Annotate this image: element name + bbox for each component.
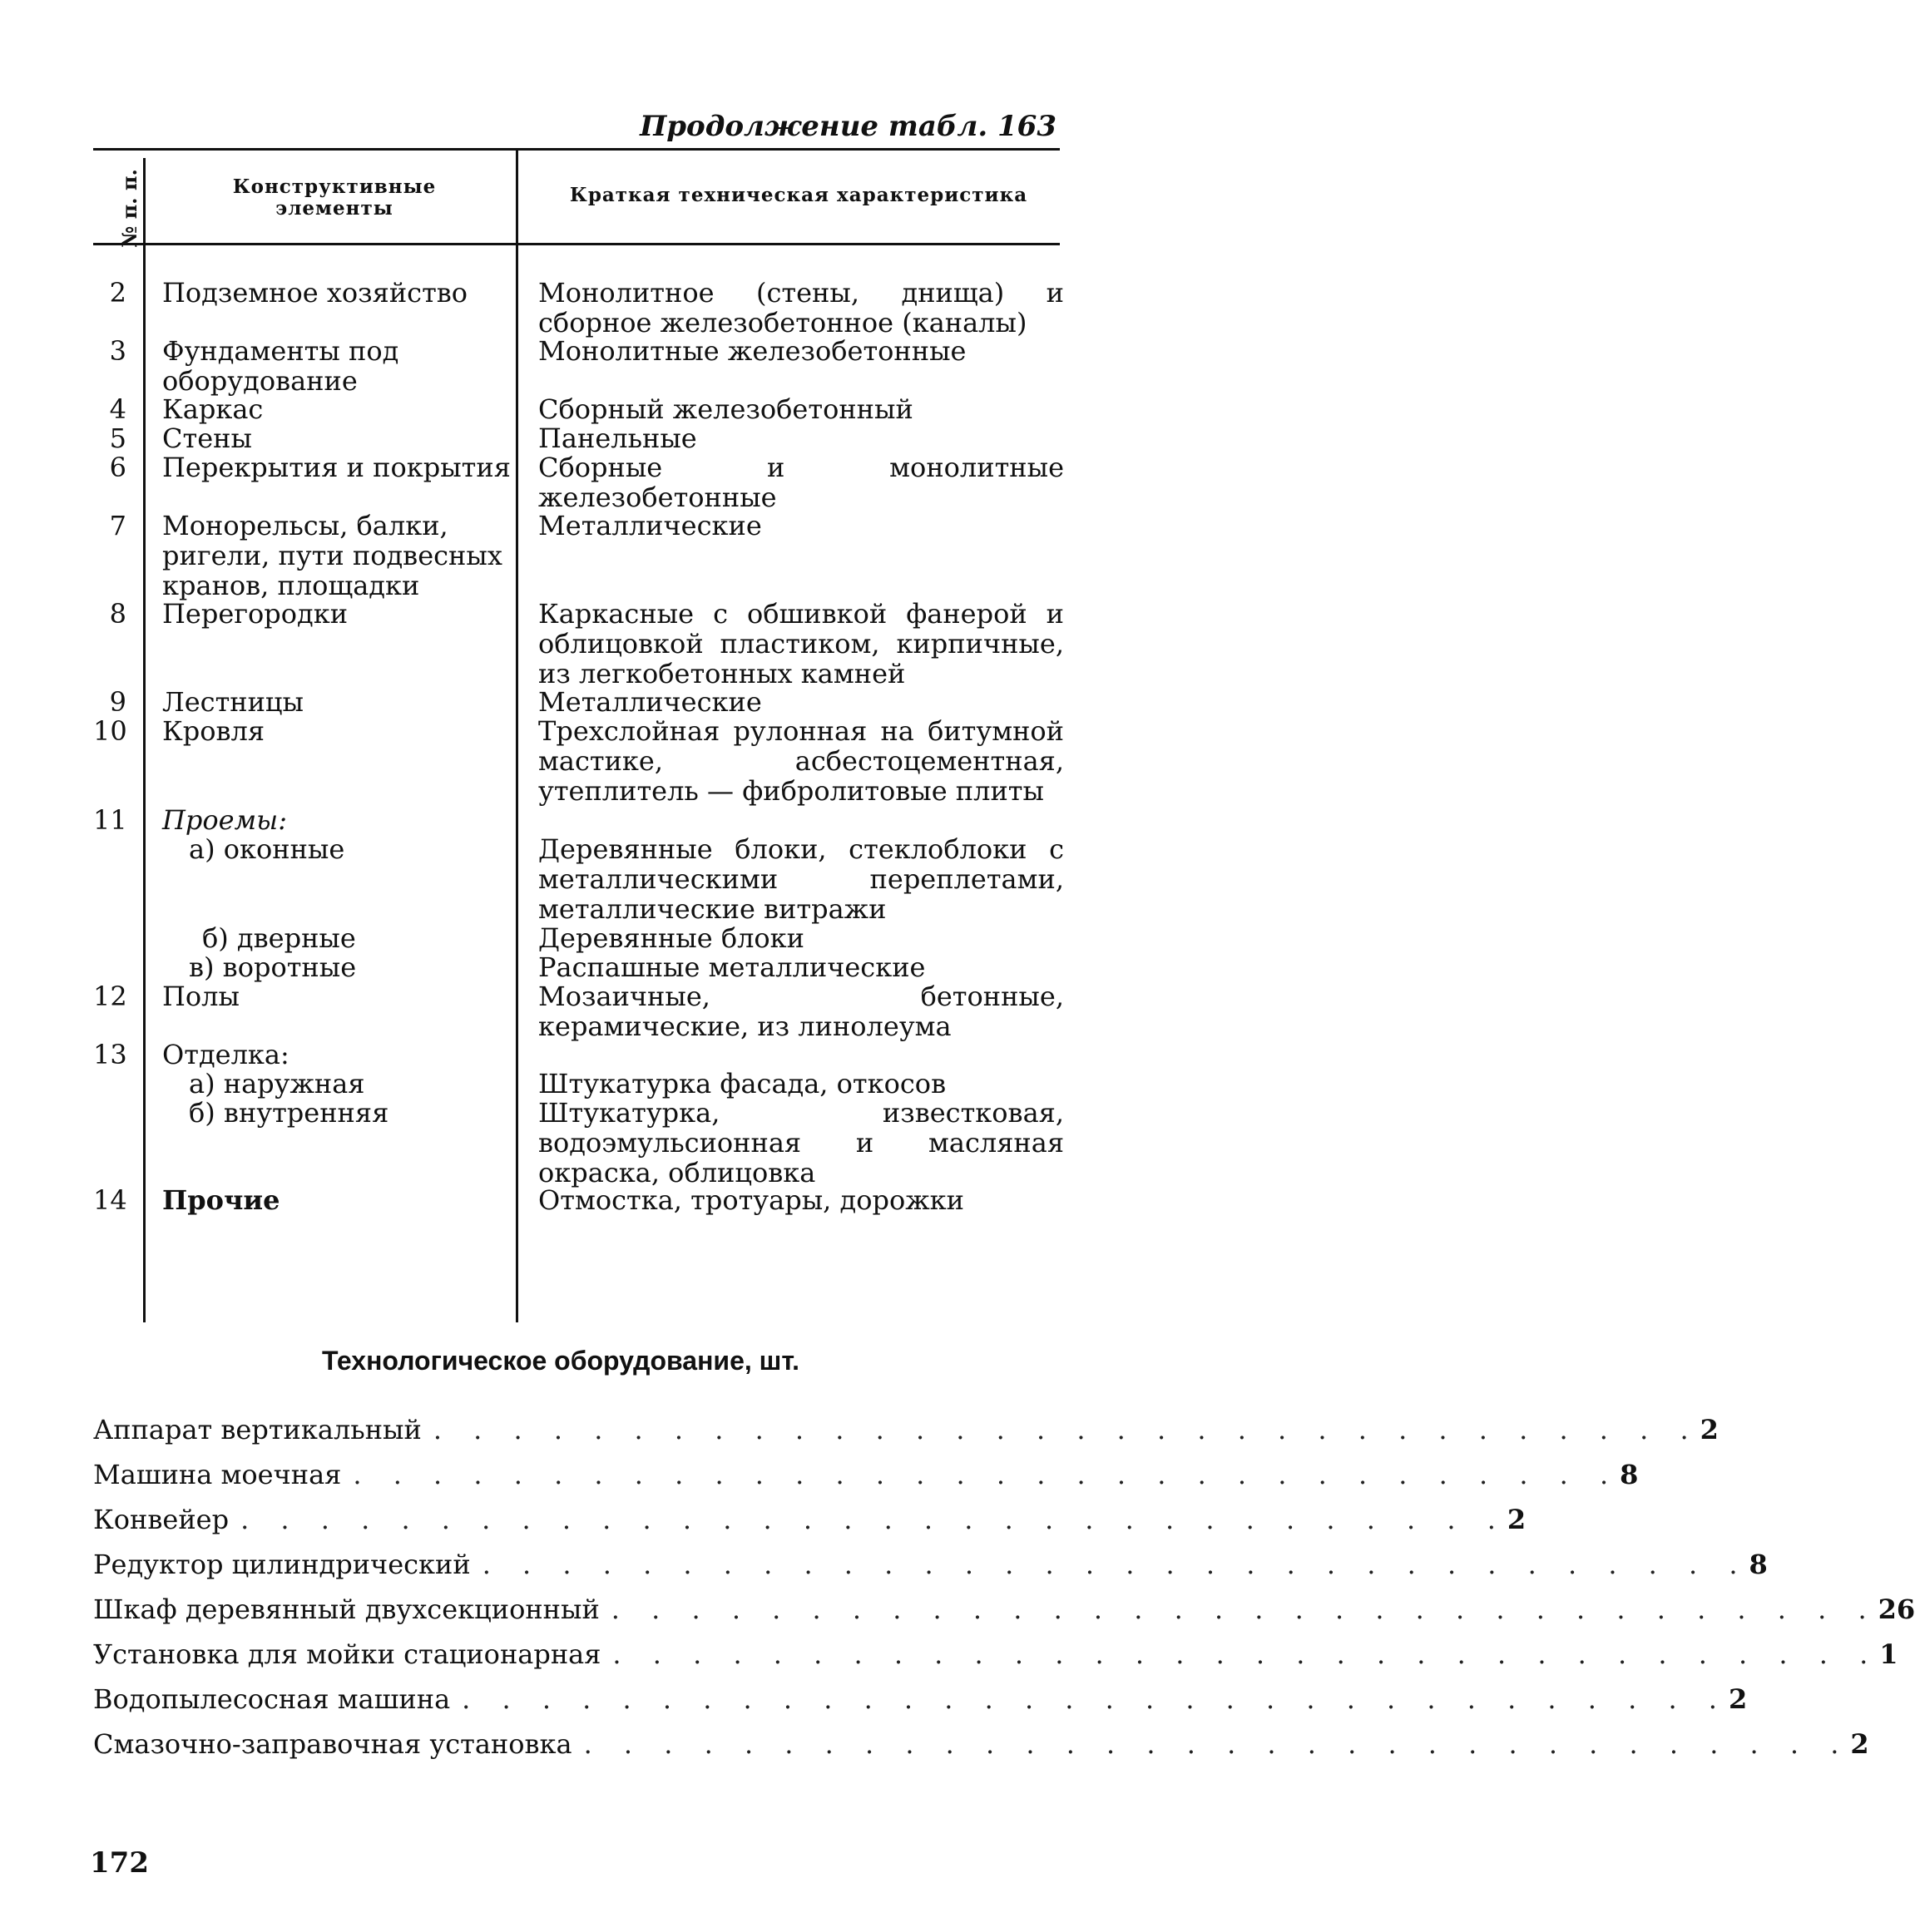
row-number: 4	[109, 393, 126, 425]
leader-dots: . . . . . . . . . . . . . . . . . . . . . . . . . . . . . . . .	[612, 1638, 1880, 1670]
equipment-qty: 1	[1879, 1638, 1898, 1670]
equipment-row	[93, 1414, 1719, 1447]
table-column-divider	[516, 150, 518, 1322]
equipment-name: Шкаф деревянный двухсекционный	[93, 1594, 600, 1625]
row-number: 11	[93, 804, 127, 836]
equipment-qty: 2	[1728, 1683, 1748, 1715]
row-element: Прочие	[162, 1184, 280, 1216]
row-element: Лестницы	[162, 686, 304, 718]
row-number: 2	[109, 277, 126, 309]
row-element: Фундаменты под оборудование	[162, 335, 399, 397]
row-characteristic: Монолитное (стены, днища) и сборное железобетонное (каналы)	[538, 277, 1064, 338]
row-element-sub: а) наружная	[189, 1068, 365, 1099]
equipment-row	[93, 1638, 1898, 1672]
leader-dots: . . . . . . . . . . . . . . . . . . . . . . . . . . . . . . . .	[482, 1549, 1749, 1580]
equipment-qty: 2	[1507, 1504, 1527, 1535]
equipment-name: Машина моечная	[93, 1459, 342, 1490]
row-element: Стены	[162, 422, 252, 454]
equipment-row	[93, 1504, 1527, 1537]
table-column-divider	[143, 158, 146, 1322]
table-top-rule	[93, 148, 1060, 151]
row-characteristic: Каркасные с обшивкой фанерой и облицовкой пластиком, кирпичные, из легкобетонных камней	[538, 598, 1064, 689]
row-number: 12	[93, 981, 127, 1012]
equipment-qty: 8	[1749, 1549, 1768, 1580]
row-element-sub: б) дверные	[202, 922, 356, 954]
equipment-name: Водопылесосная машина	[93, 1683, 451, 1715]
row-element: Каркас	[162, 393, 264, 425]
equipment-name: Редуктор цилиндрический	[93, 1549, 471, 1580]
row-element: Кровля	[162, 715, 265, 747]
row-element-sub: а) оконные	[189, 833, 345, 865]
row-element: Монорельсы, балки, ригели, пути подвесных кранов, площадки	[162, 510, 502, 601]
row-number: 14	[93, 1184, 127, 1216]
row-characteristic: Штукатурка фасада, откосов	[538, 1068, 947, 1099]
equipment-qty: 8	[1620, 1459, 1639, 1490]
row-number: 9	[109, 686, 126, 718]
equipment-qty: 2	[1850, 1728, 1869, 1760]
leader-dots: . . . . . . . . . . . . . . . . . . . . . . . . . . . . . . . .	[353, 1459, 1621, 1490]
leader-dots: . . . . . . . . . . . . . . . . . . . . . . . . . . . . . . . .	[240, 1504, 1507, 1535]
row-element: Проемы:	[162, 804, 287, 836]
row-characteristic: Мозаичные, бетонные, керамические, из линолеума	[538, 981, 1064, 1042]
row-number: 5	[109, 422, 126, 454]
leader-dots: . . . . . . . . . . . . . . . . . . . . . . . . . . . . . . . .	[462, 1683, 1729, 1715]
equipment-row	[93, 1683, 1748, 1717]
equipment-name: Аппарат вертикальный	[93, 1414, 422, 1445]
row-characteristic: Сборный железобетонный	[538, 393, 913, 425]
equipment-row	[93, 1459, 1639, 1492]
row-characteristic: Сборные и монолитные железобетонные	[538, 452, 1064, 513]
row-characteristic: Панельные	[538, 422, 697, 454]
row-number: 7	[109, 510, 126, 541]
equipment-name: Конвейер	[93, 1504, 230, 1535]
row-element: Отделка:	[162, 1039, 289, 1070]
row-element-sub: б) внутренняя	[189, 1097, 389, 1129]
header-elements: Конструктивные элементы	[232, 175, 437, 220]
equipment-row	[93, 1594, 1915, 1627]
page-number: 172	[90, 1846, 149, 1880]
leader-dots: . . . . . . . . . . . . . . . . . . . . . . . . . . . . . . . .	[433, 1414, 1700, 1445]
header-characteristic: Краткая техническая характеристика	[569, 184, 1028, 206]
row-number: 8	[109, 598, 126, 630]
row-number: 6	[109, 452, 126, 483]
leader-dots: . . . . . . . . . . . . . . . . . . . . . . . . . . . . . . . .	[611, 1594, 1878, 1625]
equipment-name: Смазочно-заправочная установка	[93, 1728, 572, 1760]
table-header-rule	[93, 243, 1060, 245]
row-number: 3	[109, 335, 126, 367]
row-number: 10	[93, 715, 127, 747]
header-number-text: № п. п.	[116, 169, 141, 248]
row-number: 13	[93, 1039, 127, 1070]
row-characteristic: Отмостка, тротуары, дорожки	[538, 1184, 964, 1216]
table-continuation-label: Продолжение табл. 163	[640, 110, 1056, 143]
equipment-name: Установка для мойки стационарная	[93, 1638, 601, 1670]
row-characteristic: Штукатурка, известковая, водоэмульсионная и масляная окраска, облицовка	[538, 1097, 1064, 1188]
row-characteristic: Трехслойная рулонная на битумной мастике, асбестоцементная, утеплитель — фибролитовые плиты	[538, 715, 1064, 807]
leader-dots: . . . . . . . . . . . . . . . . . . . . . . . . . . . . . . . .	[583, 1728, 1851, 1760]
equipment-row	[93, 1549, 1768, 1582]
row-element-sub: в) воротные	[189, 951, 357, 983]
equipment-section-title: Технологическое оборудование, шт.	[321, 1346, 800, 1376]
equipment-row	[93, 1728, 1869, 1762]
row-characteristic: Металлические	[538, 686, 762, 718]
equipment-qty: 26	[1878, 1594, 1915, 1625]
row-element: Перекрытия и покрытия	[162, 452, 511, 483]
row-element: Перегородки	[162, 598, 349, 630]
row-characteristic: Деревянные блоки, стеклоблоки с металлическими переплетами, металлические витражи	[538, 833, 1064, 925]
row-element: Подземное хозяйство	[162, 277, 468, 309]
row-element: Полы	[162, 981, 240, 1012]
row-characteristic: Деревянные блоки	[538, 922, 804, 954]
row-characteristic: Распашные металлические	[538, 951, 926, 983]
header-number	[106, 169, 143, 248]
row-characteristic: Металлические	[538, 510, 762, 541]
equipment-qty: 2	[1700, 1414, 1719, 1445]
row-characteristic: Монолитные железобетонные	[538, 335, 967, 367]
